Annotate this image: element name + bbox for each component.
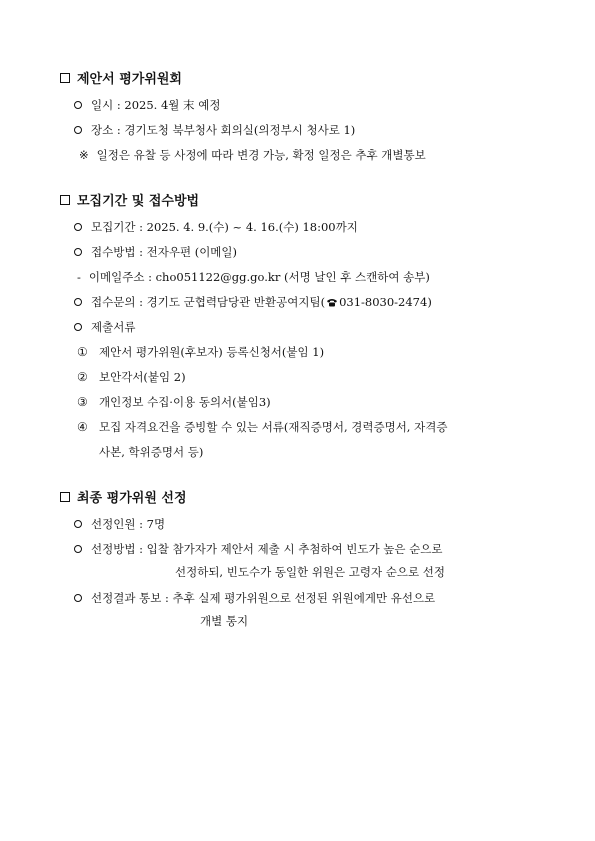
result-text-continued: 개별 통지 xyxy=(200,614,249,628)
circle-bullet-icon xyxy=(74,520,82,528)
doc-number: ① xyxy=(77,345,88,359)
list-item-inquiry xyxy=(74,294,432,310)
list-item-place xyxy=(74,122,355,138)
doc-text: 모집 자격요건을 증빙할 수 있는 서류(재직증명서, 경력증명서, 자격증 xyxy=(99,420,448,434)
checkbox-square-icon xyxy=(60,492,70,502)
circle-bullet-icon xyxy=(74,101,82,109)
circle-bullet-icon xyxy=(74,323,82,331)
inquiry-phone-text: 031-8030-2474) xyxy=(339,295,432,309)
email-text[interactable]: 이메일주소 : cho051122@gg.go.kr (서명 날인 후 스캔하여 송부) xyxy=(88,270,430,284)
section-title: 최종 평가위원 선정 xyxy=(77,491,187,506)
result-continuation xyxy=(200,613,248,629)
checkbox-square-icon xyxy=(60,73,70,83)
doc-number: ③ xyxy=(77,395,88,409)
date-text: 일시 : 2025. 4월 末 예정 xyxy=(91,98,221,112)
doc-text: 개인정보 수집·이용 동의서(붙임3) xyxy=(99,395,271,409)
doc-text: 제안서 평가위원(후보자) 등록신청서(붙임 1) xyxy=(99,345,325,359)
section-title: 모집기간 및 접수방법 xyxy=(77,194,200,209)
dash-mark: - xyxy=(77,270,81,284)
doc-number: ② xyxy=(77,370,88,384)
place-text: 장소 : 경기도청 북부청사 회의실(의정부시 청사로 1) xyxy=(91,123,356,137)
list-item-date xyxy=(74,97,220,113)
checkbox-square-icon xyxy=(60,195,70,205)
selection-method-text-continued: 선정하되, 빈도수가 동일한 위원은 고령자 순으로 선정 xyxy=(175,565,445,579)
doc-text: 보안각서(붙임 2) xyxy=(99,370,186,384)
circle-bullet-icon xyxy=(74,126,82,134)
doc-item xyxy=(77,344,324,360)
note-text: 일정은 유찰 등 사정에 따라 변경 가능, 확정 일정은 추후 개별통보 xyxy=(96,148,426,162)
section-heading-recruitment xyxy=(60,190,199,209)
section-heading-committee xyxy=(60,68,182,87)
circle-bullet-icon xyxy=(74,545,82,553)
selection-method-continuation xyxy=(175,564,445,580)
doc-item xyxy=(77,369,186,385)
list-item-email xyxy=(77,269,430,285)
list-item-count xyxy=(74,516,165,532)
list-item-docs xyxy=(74,319,135,335)
phone-icon xyxy=(326,297,338,307)
list-item-selection-method xyxy=(74,541,442,557)
doc-number: ④ xyxy=(77,420,88,434)
section-heading-selection xyxy=(60,487,187,506)
method-text: 접수방법 : 전자우편 (이메일) xyxy=(91,245,238,259)
list-item-period xyxy=(74,219,358,235)
selection-method-text: 선정방법 : 입찰 참가자가 제안서 제출 시 추첨하여 빈도가 높은 순으로 xyxy=(91,542,443,556)
count-text: 선정인원 : 7명 xyxy=(91,517,166,531)
circle-bullet-icon xyxy=(74,594,82,602)
circle-bullet-icon xyxy=(74,248,82,256)
circle-bullet-icon xyxy=(74,298,82,306)
doc-item xyxy=(77,419,447,435)
period-text: 모집기간 : 2025. 4. 9.(수) ~ 4. 16.(수) 18:00까지 xyxy=(91,220,358,234)
list-item-method xyxy=(74,244,237,260)
doc-item xyxy=(77,394,271,410)
note-line xyxy=(79,147,426,163)
result-text: 선정결과 통보 : 추후 실제 평가위원으로 선정된 위원에게만 유선으로 xyxy=(91,591,436,605)
doc-text-continued: 사본, 학위증명서 등) xyxy=(99,445,204,459)
section-title: 제안서 평가위원회 xyxy=(77,72,182,87)
note-mark: ※ xyxy=(79,148,89,162)
docs-title: 제출서류 xyxy=(91,320,136,334)
list-item-result xyxy=(74,590,435,606)
circle-bullet-icon xyxy=(74,223,82,231)
doc-item-continuation xyxy=(99,444,203,460)
inquiry-text: 접수문의 : 경기도 군협력담당관 반환공여지팀( xyxy=(91,295,326,309)
